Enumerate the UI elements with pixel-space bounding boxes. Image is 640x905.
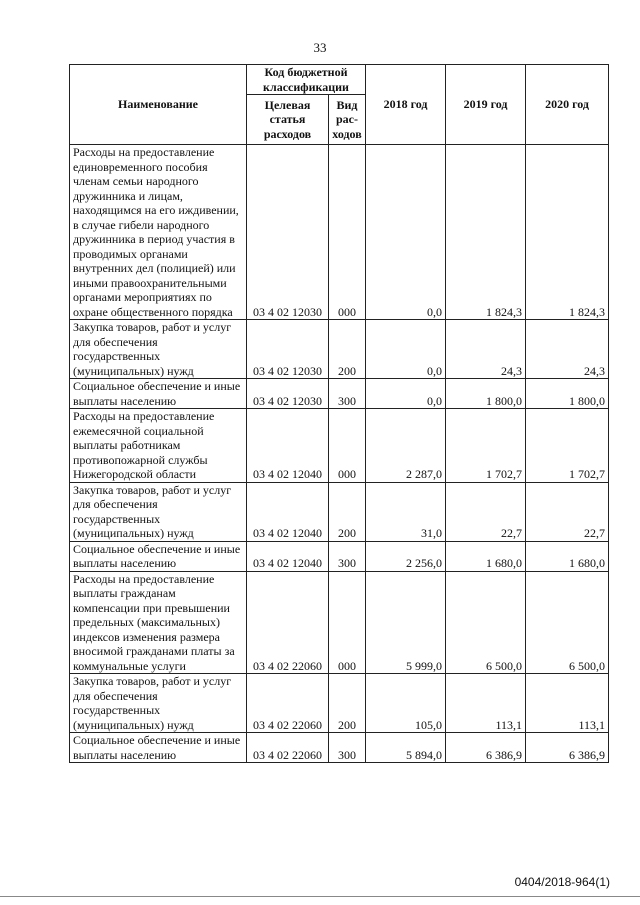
table-row [70,482,609,541]
row-value-2020: 1 702,7 [526,409,609,483]
header-2018: 2018 год [366,65,446,145]
footer-divider [0,896,640,897]
row-expense-type: 300 [329,733,366,763]
row-expense-type: 000 [329,409,366,483]
row-expense-type: 000 [329,571,366,674]
table-row [70,541,609,571]
table-row [70,409,609,483]
row-expense-type: 200 [329,320,366,379]
row-name: Расходы на предоставление единовременного пособия членам семьи народного дружинника и лицам, находящимся на его иждивении, в случае гибели народного дружинника в период участия в проводимых органами внутренних дел (полицией) или иными правоохранительными органами мероприятиях по охране общественного порядка [70,145,247,320]
row-value-2018: 2 287,0 [366,409,446,483]
header-name: Наименование [70,65,247,145]
row-value-2020: 113,1 [526,674,609,733]
row-name: Социальное обеспечение и иные выплаты населению [70,541,247,571]
table-row [70,674,609,733]
budget-table [69,64,609,763]
row-name: Закупка товаров, работ и услуг для обеспечения государственных (муниципальных) нужд [70,674,247,733]
row-expense-type: 300 [329,541,366,571]
row-name: Расходы на предоставление ежемесячной социальной выплаты работникам противопожарной службы Нижегородской области [70,409,247,483]
row-target-article: 03 4 02 12040 [247,482,329,541]
row-expense-type: 200 [329,674,366,733]
header-code-group: Код бюджетной классификации [247,65,366,95]
table-row [70,145,609,320]
header-2019: 2019 год [446,65,526,145]
header-expense-type: Вид рас-ходов [329,95,366,145]
row-value-2019: 1 680,0 [446,541,526,571]
table-row [70,571,609,674]
row-value-2018: 5 999,0 [366,571,446,674]
row-value-2020: 1 824,3 [526,145,609,320]
row-name: Социальное обеспечение и иные выплаты населению [70,379,247,409]
row-target-article: 03 4 02 12030 [247,379,329,409]
row-target-article: 03 4 02 12030 [247,145,329,320]
row-name: Закупка товаров, работ и услуг для обеспечения государственных (муниципальных) нужд [70,320,247,379]
row-value-2018: 0,0 [366,145,446,320]
row-value-2018: 0,0 [366,320,446,379]
row-target-article: 03 4 02 22060 [247,733,329,763]
row-value-2019: 6 386,9 [446,733,526,763]
row-value-2019: 6 500,0 [446,571,526,674]
row-expense-type: 000 [329,145,366,320]
row-expense-type: 200 [329,482,366,541]
header-target-article: Целевая статья расходов [247,95,329,145]
row-value-2020: 1 680,0 [526,541,609,571]
row-value-2018: 0,0 [366,379,446,409]
row-value-2020: 6 500,0 [526,571,609,674]
row-value-2018: 105,0 [366,674,446,733]
row-value-2019: 24,3 [446,320,526,379]
row-target-article: 03 4 02 22060 [247,571,329,674]
row-value-2018: 5 894,0 [366,733,446,763]
row-value-2019: 1 800,0 [446,379,526,409]
table-row [70,379,609,409]
row-value-2020: 24,3 [526,320,609,379]
row-target-article: 03 4 02 12040 [247,541,329,571]
header-2020: 2020 год [526,65,609,145]
row-name: Социальное обеспечение и иные выплаты населению [70,733,247,763]
row-value-2019: 22,7 [446,482,526,541]
document-code: 0404/2018-964(1) [514,875,610,889]
row-name: Закупка товаров, работ и услуг для обеспечения государственных (муниципальных) нужд [70,482,247,541]
page-number: 33 [313,40,327,55]
row-target-article: 03 4 02 12040 [247,409,329,483]
row-value-2020: 6 386,9 [526,733,609,763]
row-target-article: 03 4 02 12030 [247,320,329,379]
table-body [70,145,609,763]
table-row [70,320,609,379]
row-value-2020: 22,7 [526,482,609,541]
row-value-2018: 2 256,0 [366,541,446,571]
row-target-article: 03 4 02 22060 [247,674,329,733]
row-expense-type: 300 [329,379,366,409]
row-value-2019: 1 702,7 [446,409,526,483]
row-value-2020: 1 800,0 [526,379,609,409]
table-row [70,733,609,763]
row-value-2019: 1 824,3 [446,145,526,320]
row-value-2018: 31,0 [366,482,446,541]
row-value-2019: 113,1 [446,674,526,733]
row-name: Расходы на предоставление выплаты гражданам компенсации при превышении предельных (максимальных) индексов изменения размера вносимой гражданами платы за коммунальные услуги [70,571,247,674]
